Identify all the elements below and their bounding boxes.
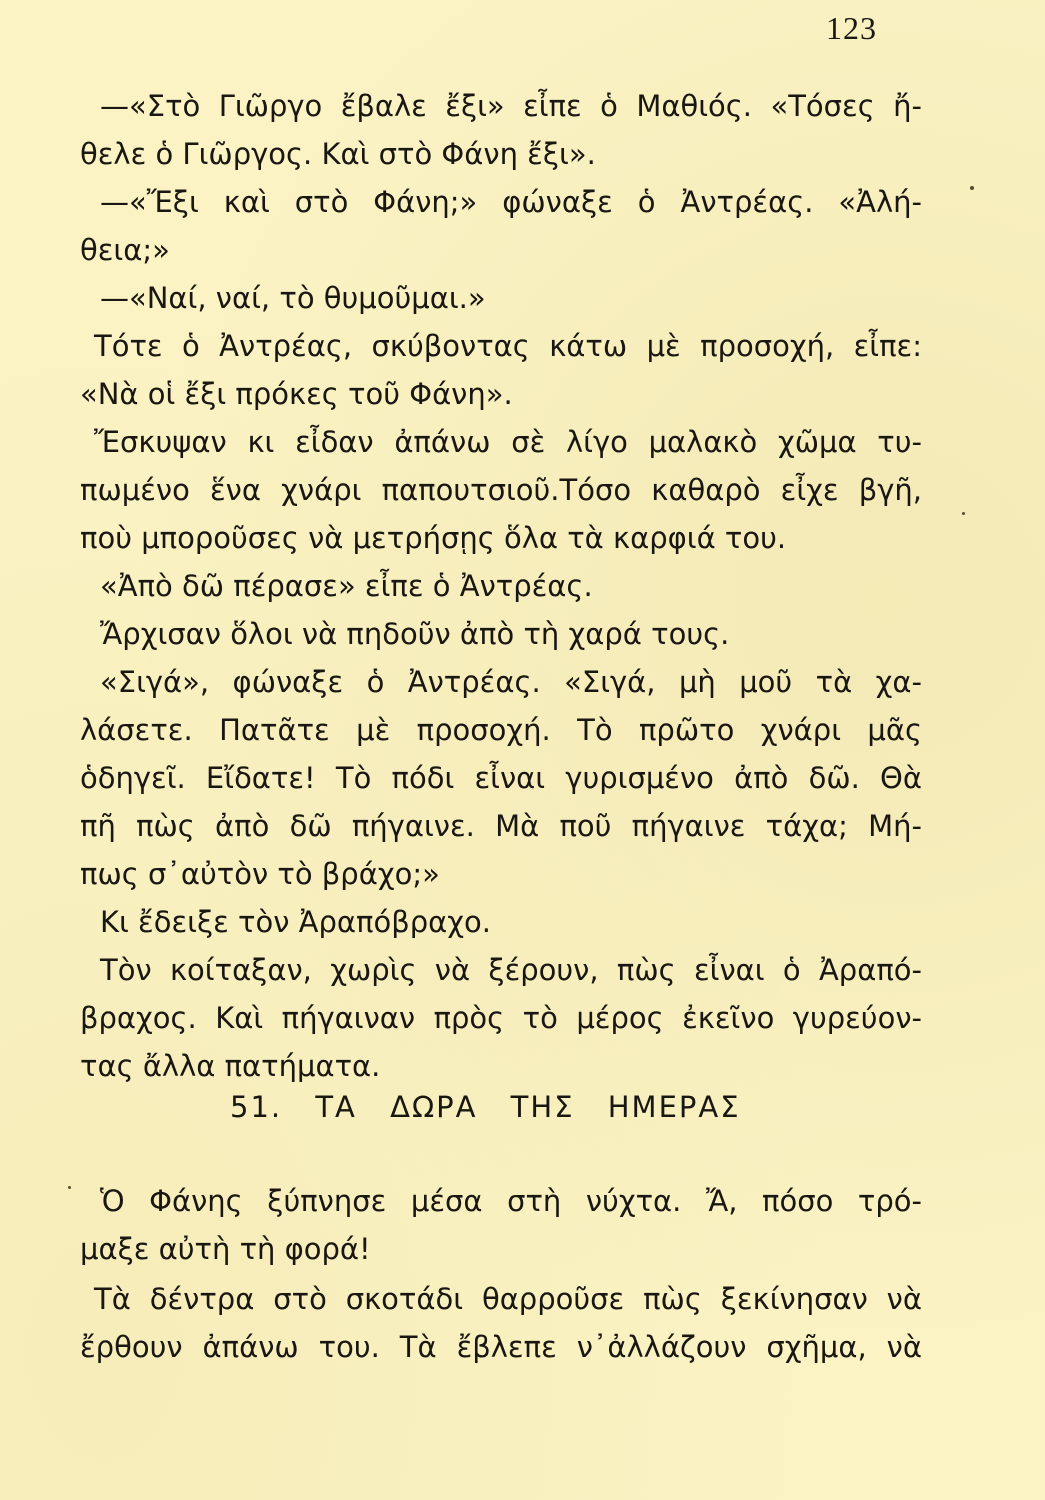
paragraph bbox=[80, 1177, 922, 1273]
paragraph bbox=[80, 178, 922, 274]
text-line: θελε ὁ Γιῶργος. Καὶ στὸ Φάνη ἔξι». bbox=[80, 137, 596, 171]
chapter-title-word: ΤΑ bbox=[315, 1090, 357, 1124]
paragraph bbox=[80, 82, 922, 178]
text-line: Τὰ δέντρα στὸ σκοτάδι θαρροῦσε πὼς ξεκίνησαν νὰ bbox=[94, 1282, 922, 1316]
text-line: Κι ἔδειξε τὸν Ἀραπόβραχο. bbox=[100, 905, 491, 939]
paper-speck bbox=[970, 186, 974, 190]
text-line: «Σιγά», φώναξε ὁ Ἀντρέας. «Σιγά, μὴ μοῦ τὰ χα- bbox=[100, 665, 922, 699]
page-number: 123 bbox=[826, 10, 877, 46]
chapter-title-word: ΔΩΡΑ bbox=[390, 1090, 478, 1124]
chapter-heading bbox=[230, 1090, 741, 1124]
text-line: λάσετε. Πατᾶτε μὲ προσοχή. Τὸ πρῶτο χνάρι μᾶς bbox=[80, 713, 922, 747]
text-line: πωμένο ἕνα χνάρι παπουτσιοῦ.Τόσο καθαρὸ εἶχε βγῆ, bbox=[80, 473, 922, 507]
paragraph bbox=[80, 418, 922, 562]
chapter-text-block bbox=[80, 1177, 922, 1371]
paragraph bbox=[80, 946, 922, 1090]
text-line: Ἔσκυψαν κι εἶδαν ἀπάνω σὲ λίγο μαλακὸ χῶμα τυ- bbox=[94, 425, 922, 459]
text-line: πως σ᾿αὐτὸν τὸ βράχο;» bbox=[80, 857, 440, 891]
text-line: —«Ναί, ναί, τὸ θυμοῦμαι.» bbox=[100, 281, 486, 315]
paper-speck bbox=[962, 512, 965, 515]
text-line: Ὁ Φάνης ξύπνησε μέσα στὴ νύχτα. Ἄ, πόσο τρό- bbox=[100, 1184, 922, 1218]
text-line: —«Ἔξι καὶ στὸ Φάνη;» φώναξε ὁ Ἀντρέας. «Ἀλή- bbox=[100, 185, 922, 219]
text-line: θεια;» bbox=[80, 233, 170, 267]
paper-speck bbox=[68, 1186, 71, 1189]
chapter-title-word: ΗΜΕΡΑΣ bbox=[607, 1090, 741, 1124]
text-line: βραχος. Καὶ πήγαιναν πρὸς τὸ μέρος ἐκεῖνο γυρεύον- bbox=[80, 1001, 922, 1035]
text-line: ποὺ μποροῦσες νὰ μετρήσῃς ὅλα τὰ καρφιά του. bbox=[80, 521, 787, 555]
paragraph bbox=[80, 1275, 922, 1371]
paragraph bbox=[80, 274, 922, 322]
main-text-block bbox=[80, 82, 922, 1090]
text-line: τας ἄλλα πατήματα. bbox=[80, 1049, 381, 1083]
text-line: «Ἀπὸ δῶ πέρασε» εἶπε ὁ Ἀντρέας. bbox=[100, 569, 593, 603]
paragraph bbox=[80, 658, 922, 898]
chapter-title-word: ΤΗΣ bbox=[510, 1090, 575, 1124]
paragraph bbox=[80, 898, 922, 946]
text-line: Τὸν κοίταξαν, χωρὶς νὰ ξέρουν, πὼς εἶναι ὁ Ἀραπό- bbox=[100, 953, 922, 987]
text-line: πῆ πὼς ἀπὸ δῶ πήγαινε. Μὰ ποῦ πήγαινε τάχα; Μή- bbox=[80, 809, 922, 843]
text-line: ὁδηγεῖ. Εἴδατε! Τὸ πόδι εἶναι γυρισμένο ἀπὸ δῶ. Θὰ bbox=[80, 761, 922, 795]
paragraph bbox=[80, 562, 922, 610]
paragraph bbox=[80, 322, 922, 418]
paragraph bbox=[80, 610, 922, 658]
text-line: ἔρθουν ἀπάνω του. Τὰ ἔβλεπε ν᾿ἀλλάζουν σχῆμα, νὰ bbox=[80, 1330, 922, 1364]
text-line: «Νὰ οἱ ἔξι πρόκες τοῦ Φάνη». bbox=[80, 377, 513, 411]
text-line: —«Στὸ Γιῶργο ἔβαλε ἔξι» εἶπε ὁ Μαθιός. «Τόσες ἤ- bbox=[100, 89, 922, 123]
text-line: Ἄρχισαν ὅλοι νὰ πηδοῦν ἀπὸ τὴ χαρά τους. bbox=[100, 617, 730, 651]
text-line: Τότε ὁ Ἀντρέας, σκύβοντας κάτω μὲ προσοχή, εἶπε: bbox=[94, 329, 922, 363]
text-line: μαξε αὐτὴ τὴ φορά! bbox=[80, 1232, 371, 1266]
chapter-number: 51. bbox=[230, 1090, 283, 1124]
